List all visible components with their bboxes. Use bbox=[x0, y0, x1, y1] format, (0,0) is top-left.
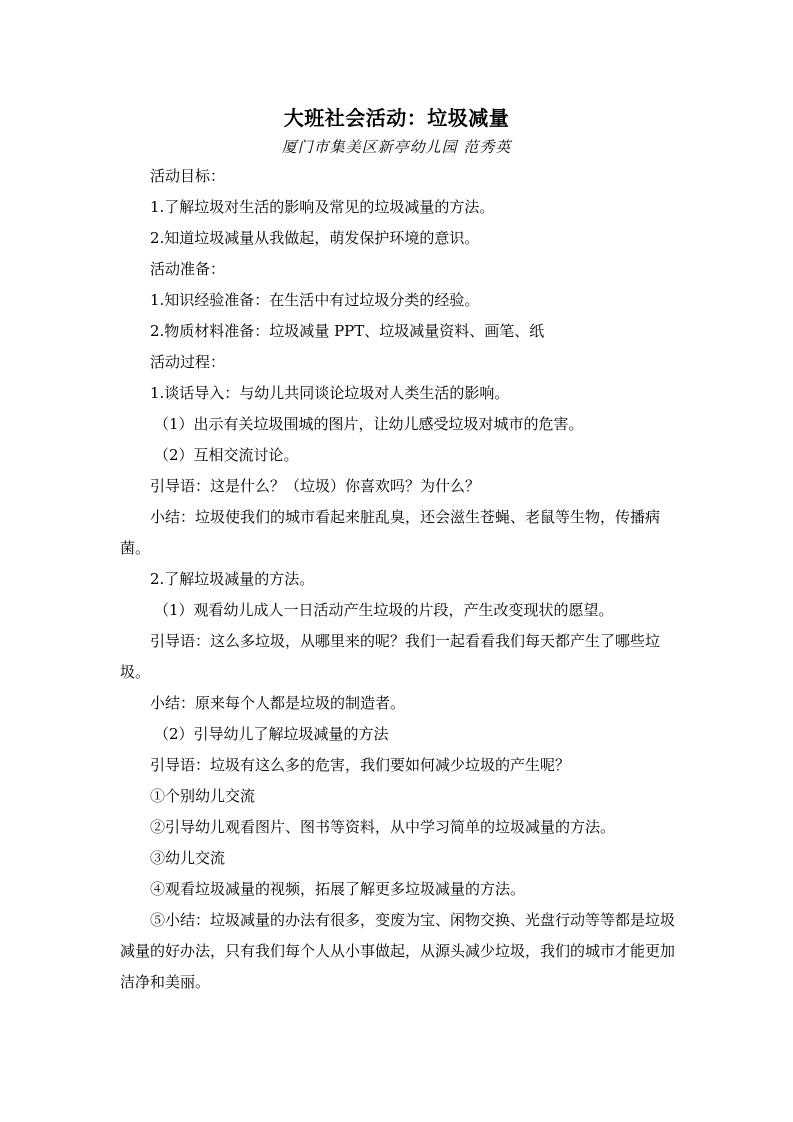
paragraph: ②引导幼儿观看图片、图书等资料，从中学习简单的垃圾减量的方法。 bbox=[150, 818, 616, 836]
paragraph: 1.了解垃圾对生活的影响及常见的垃圾减量的方法。 bbox=[150, 198, 495, 216]
paragraph: ④观看垃圾减量的视频，拓展了解更多垃圾减量的方法。 bbox=[150, 880, 526, 898]
document-body bbox=[120, 161, 680, 998]
paragraph: 小结：原来每个人都是垃圾的制造者。 bbox=[150, 694, 406, 712]
paragraph: 活动过程： bbox=[150, 353, 226, 371]
paragraph: 1.知识经验准备：在生活中有过垃圾分类的经验。 bbox=[150, 291, 480, 309]
paragraph: ①个别幼儿交流 bbox=[150, 787, 256, 805]
paragraph: 2.知道垃圾减量从我做起，萌发保护环境的意识。 bbox=[150, 229, 480, 247]
paragraph: ③幼儿交流 bbox=[150, 849, 226, 867]
document-title: 大班社会活动：垃圾减量 bbox=[283, 106, 510, 130]
paragraph: 2.了解垃圾减量的方法。 bbox=[150, 570, 315, 588]
paragraph: 引导语：这是什么？（垃圾）你喜欢吗？为什么？ bbox=[150, 477, 481, 495]
paragraph: 引导语：这么多垃圾，从哪里来的呢？我们一起看看我们每天都产生了哪些垃圾。 bbox=[120, 632, 661, 681]
document-author: 厦门市集美区新亭幼儿园 范秀英 bbox=[281, 138, 512, 156]
paragraph: 活动目标： bbox=[150, 167, 226, 185]
paragraph: ⑤小结：垃圾减量的办法有很多，变废为宝、闲物交换、光盘行动等等都是垃圾减量的好办法，只有我们每个人从小事做起，从源头减少垃圾，我们的城市才能更加洁净和美丽。 bbox=[120, 911, 676, 991]
paragraph: 1.谈话导入：与幼儿共同谈论垃圾对人类生活的影响。 bbox=[150, 384, 510, 402]
paragraph: （1）出示有关垃圾围城的图片，让幼儿感受垃圾对城市的危害。 bbox=[154, 415, 584, 433]
paragraph: （2）互相交流讨论。 bbox=[154, 446, 299, 464]
paragraph: 小结：垃圾使我们的城市看起来脏乱臭，还会滋生苍蝇、老鼠等生物，传播病菌。 bbox=[120, 508, 661, 557]
paragraph: （1）观看幼儿成人一日活动产生垃圾的片段，产生改变现状的愿望。 bbox=[154, 601, 614, 619]
paragraph: 活动准备： bbox=[150, 260, 226, 278]
paragraph: （2）引导幼儿了解垃圾减量的方法 bbox=[154, 725, 389, 743]
paragraph: 2.物质材料准备：垃圾减量 PPT、垃圾减量资料、画笔、纸 bbox=[150, 322, 545, 340]
paragraph: 引导语：垃圾有这么多的危害，我们要如何减少垃圾的产生呢？ bbox=[150, 756, 571, 774]
